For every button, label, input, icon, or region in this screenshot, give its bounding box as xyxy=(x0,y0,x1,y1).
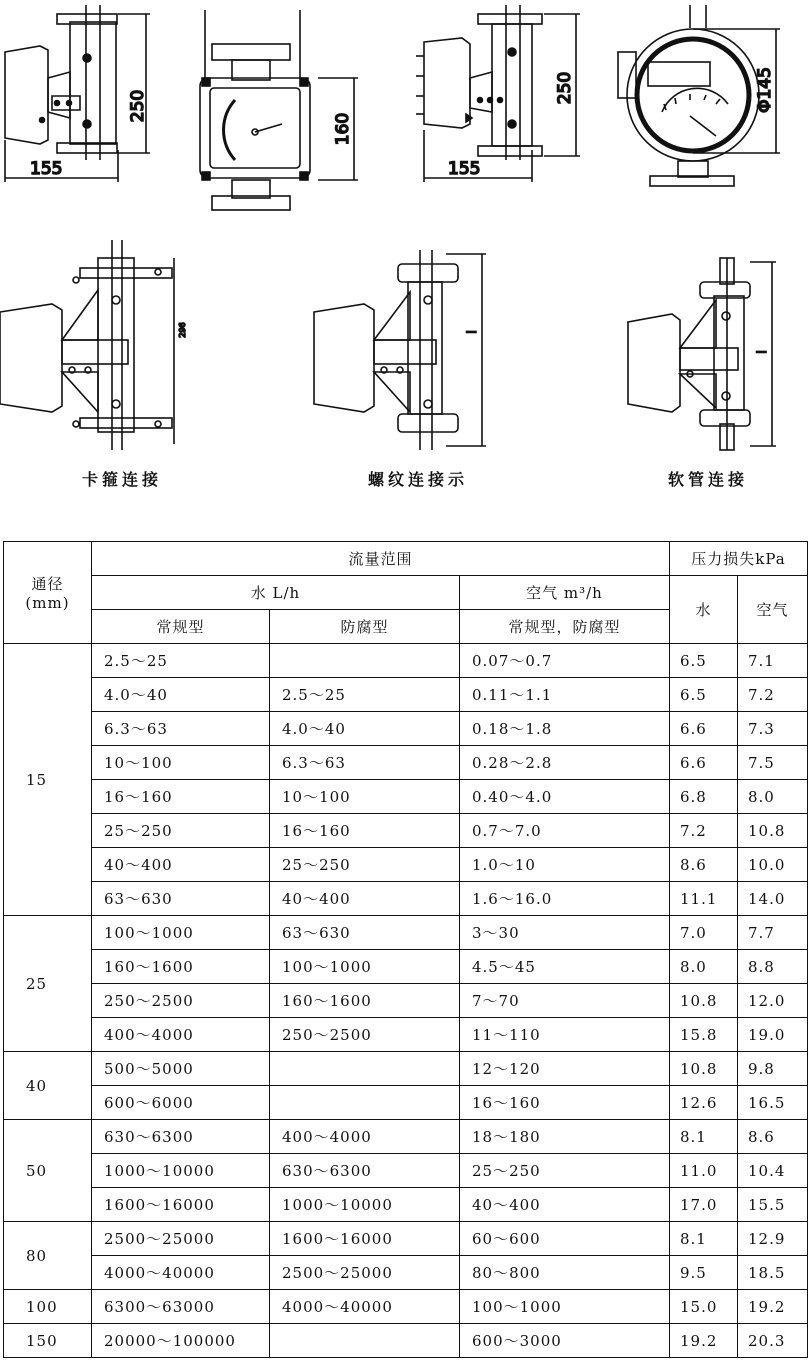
cell-loss-water: 12.6 xyxy=(670,1086,738,1120)
table-row xyxy=(4,1018,808,1052)
cell-diameter: 40 xyxy=(4,1052,92,1120)
cell-loss-air: 7.3 xyxy=(738,712,808,746)
table-row xyxy=(4,984,808,1018)
header-anticorrosion: 防腐型 xyxy=(270,610,460,644)
flow-spec-table-body xyxy=(4,644,808,1358)
cell-water-regular: 4000～40000 xyxy=(92,1256,270,1290)
flow-spec-table xyxy=(3,541,808,1358)
cell-water-regular: 600～6000 xyxy=(92,1086,270,1120)
header-diameter xyxy=(4,542,92,644)
cell-water-regular: 40～400 xyxy=(92,848,270,882)
drawing-thread-connection xyxy=(314,250,486,450)
cell-loss-water: 8.1 xyxy=(670,1222,738,1256)
cell-air-range: 0.7～7.0 xyxy=(460,814,670,848)
header-flow-range: 流量范围 xyxy=(92,542,670,576)
cell-loss-air: 8.6 xyxy=(738,1120,808,1154)
table-row xyxy=(4,678,808,712)
cell-air-range: 100～1000 xyxy=(460,1290,670,1324)
table-row xyxy=(4,950,808,984)
cell-air-range: 25～250 xyxy=(460,1154,670,1188)
cell-air-range: 16～160 xyxy=(460,1086,670,1120)
cell-loss-air: 7.5 xyxy=(738,746,808,780)
cell-diameter: 50 xyxy=(4,1120,92,1222)
cell-loss-air: 15.5 xyxy=(738,1188,808,1222)
table-row xyxy=(4,1256,808,1290)
cell-air-range: 40～400 xyxy=(460,1188,670,1222)
cell-water-regular: 400～4000 xyxy=(92,1018,270,1052)
cell-loss-air: 7.1 xyxy=(738,644,808,678)
cell-air-range: 600～3000 xyxy=(460,1324,670,1358)
cell-loss-air: 16.5 xyxy=(738,1086,808,1120)
header-regular: 常规型 xyxy=(92,610,270,644)
table-row xyxy=(4,916,808,950)
cell-loss-air: 8.8 xyxy=(738,950,808,984)
cell-loss-water: 8.6 xyxy=(670,848,738,882)
cell-water-regular: 630～6300 xyxy=(92,1120,270,1154)
technical-drawings xyxy=(0,0,808,510)
cell-air-range: 0.40～4.0 xyxy=(460,780,670,814)
header-diameter-label: 通径 xyxy=(31,575,64,593)
cell-diameter: 25 xyxy=(4,916,92,1052)
table-row xyxy=(4,1086,808,1120)
dim-d5-height: 296 xyxy=(178,322,187,338)
cell-loss-air: 10.4 xyxy=(738,1154,808,1188)
table-row xyxy=(4,1290,808,1324)
cell-loss-air: 10.0 xyxy=(738,848,808,882)
cell-water-anticorrosion: 1600～16000 xyxy=(270,1222,460,1256)
cell-air-range: 0.07～0.7 xyxy=(460,644,670,678)
table-row xyxy=(4,1188,808,1222)
cell-air-range: 80～800 xyxy=(460,1256,670,1290)
cell-loss-air: 12.0 xyxy=(738,984,808,1018)
cell-air-range: 1.6～16.0 xyxy=(460,882,670,916)
cell-loss-water: 11.0 xyxy=(670,1154,738,1188)
table-row xyxy=(4,848,808,882)
header-pressure-loss: 压力损失kPa xyxy=(670,542,808,576)
table-row xyxy=(4,1154,808,1188)
table-row xyxy=(4,1052,808,1086)
cell-water-anticorrosion: 400～4000 xyxy=(270,1120,460,1154)
table-row xyxy=(4,1222,808,1256)
cell-loss-air: 8.0 xyxy=(738,780,808,814)
cell-water-regular: 100～1000 xyxy=(92,916,270,950)
cell-water-anticorrosion: 16～160 xyxy=(270,814,460,848)
cell-water-anticorrosion: 4.0～40 xyxy=(270,712,460,746)
cell-diameter: 80 xyxy=(4,1222,92,1290)
cell-air-range: 60～600 xyxy=(460,1222,670,1256)
cell-water-regular: 16～160 xyxy=(92,780,270,814)
cell-water-regular: 1000～10000 xyxy=(92,1154,270,1188)
cell-water-anticorrosion: 63～630 xyxy=(270,916,460,950)
cell-water-anticorrosion: 25～250 xyxy=(270,848,460,882)
cell-water-anticorrosion: 6.3～63 xyxy=(270,746,460,780)
cell-water-regular: 6300～63000 xyxy=(92,1290,270,1324)
cell-loss-water: 10.8 xyxy=(670,984,738,1018)
cell-loss-water: 19.2 xyxy=(670,1324,738,1358)
cell-air-range: 3～30 xyxy=(460,916,670,950)
table-row xyxy=(4,882,808,916)
table-row xyxy=(4,1324,808,1358)
table-row xyxy=(4,1120,808,1154)
cell-loss-water: 6.8 xyxy=(670,780,738,814)
dim-d3-height: 250 xyxy=(555,71,575,105)
dim-d6-height: l xyxy=(465,330,479,334)
cell-loss-water: 15.0 xyxy=(670,1290,738,1324)
cell-air-range: 11～110 xyxy=(460,1018,670,1052)
cell-water-anticorrosion: 630～6300 xyxy=(270,1154,460,1188)
cell-loss-water: 6.5 xyxy=(670,644,738,678)
cell-water-regular: 250～2500 xyxy=(92,984,270,1018)
header-regular-anticorrosion: 常规型，防腐型 xyxy=(460,610,670,644)
cell-loss-air: 12.9 xyxy=(738,1222,808,1256)
header-air: 空气 m³/h xyxy=(460,576,670,610)
cell-water-anticorrosion: 1000～10000 xyxy=(270,1188,460,1222)
cell-water-anticorrosion: 160～1600 xyxy=(270,984,460,1018)
cell-loss-air: 10.8 xyxy=(738,814,808,848)
dim-d1-width: 155 xyxy=(30,159,63,179)
cell-loss-air: 9.8 xyxy=(738,1052,808,1086)
header-loss-water: 水 xyxy=(670,576,738,644)
cell-water-regular: 2.5～25 xyxy=(92,644,270,678)
cell-loss-water: 7.0 xyxy=(670,916,738,950)
cell-water-regular: 500～5000 xyxy=(92,1052,270,1086)
cell-diameter: 100 xyxy=(4,1290,92,1324)
table-row xyxy=(4,644,808,678)
header-diameter-unit: (mm) xyxy=(25,594,70,612)
caption-thread-connection: 螺纹连接示 xyxy=(368,470,469,489)
cell-water-anticorrosion xyxy=(270,1052,460,1086)
cell-loss-air: 14.0 xyxy=(738,882,808,916)
cell-loss-water: 11.1 xyxy=(670,882,738,916)
cell-loss-water: 8.0 xyxy=(670,950,738,984)
cell-water-regular: 20000～100000 xyxy=(92,1324,270,1358)
caption-hose-connection: 软管连接 xyxy=(668,470,749,489)
cell-water-regular: 160～1600 xyxy=(92,950,270,984)
dim-d3-width: 155 xyxy=(448,159,481,179)
cell-water-regular: 25～250 xyxy=(92,814,270,848)
cell-air-range: 18～180 xyxy=(460,1120,670,1154)
cell-air-range: 1.0～10 xyxy=(460,848,670,882)
cell-air-range: 12～120 xyxy=(460,1052,670,1086)
cell-water-regular: 4.0～40 xyxy=(92,678,270,712)
cell-diameter: 150 xyxy=(4,1324,92,1358)
table-row xyxy=(4,780,808,814)
cell-air-range: 0.18～1.8 xyxy=(460,712,670,746)
cell-loss-water: 6.6 xyxy=(670,746,738,780)
cell-air-range: 0.11～1.1 xyxy=(460,678,670,712)
cell-loss-air: 7.7 xyxy=(738,916,808,950)
cell-water-regular: 10～100 xyxy=(92,746,270,780)
drawing-hose-connection xyxy=(628,258,776,450)
cell-loss-water: 10.8 xyxy=(670,1052,738,1086)
table-row xyxy=(4,712,808,746)
cell-loss-air: 20.3 xyxy=(738,1324,808,1358)
table-row xyxy=(4,814,808,848)
cell-water-regular: 1600～16000 xyxy=(92,1188,270,1222)
cell-loss-air: 7.2 xyxy=(738,678,808,712)
cell-diameter: 15 xyxy=(4,644,92,916)
cell-water-anticorrosion: 2500～25000 xyxy=(270,1256,460,1290)
cell-loss-air: 19.2 xyxy=(738,1290,808,1324)
cell-loss-water: 17.0 xyxy=(670,1188,738,1222)
cell-water-anticorrosion: 100～1000 xyxy=(270,950,460,984)
cell-loss-water: 8.1 xyxy=(670,1120,738,1154)
cell-water-regular: 63～630 xyxy=(92,882,270,916)
dim-d2-height: 160 xyxy=(333,112,353,146)
dim-d7-height: l xyxy=(755,350,769,354)
cell-air-range: 7～70 xyxy=(460,984,670,1018)
cell-water-anticorrosion xyxy=(270,644,460,678)
cell-loss-air: 19.0 xyxy=(738,1018,808,1052)
cell-air-range: 4.5～45 xyxy=(460,950,670,984)
cell-water-anticorrosion: 2.5～25 xyxy=(270,678,460,712)
cell-loss-water: 9.5 xyxy=(670,1256,738,1290)
cell-water-regular: 2500～25000 xyxy=(92,1222,270,1256)
cell-water-anticorrosion: 250～2500 xyxy=(270,1018,460,1052)
cell-loss-water: 6.5 xyxy=(670,678,738,712)
cell-water-anticorrosion xyxy=(270,1324,460,1358)
drawing-front-view xyxy=(200,10,358,210)
cell-loss-air: 18.5 xyxy=(738,1256,808,1290)
drawing-clamp-connection xyxy=(0,240,174,450)
dim-d1-height: 250 xyxy=(128,89,148,123)
caption-clamp-connection: 卡箍连接 xyxy=(82,470,163,489)
header-water: 水 L/h xyxy=(92,576,460,610)
dim-d4-diameter: Φ145 xyxy=(755,67,775,113)
cell-water-anticorrosion: 40～400 xyxy=(270,882,460,916)
cell-water-anticorrosion: 10～100 xyxy=(270,780,460,814)
cell-loss-water: 6.6 xyxy=(670,712,738,746)
cell-water-anticorrosion: 4000～40000 xyxy=(270,1290,460,1324)
cell-water-regular: 6.3～63 xyxy=(92,712,270,746)
header-loss-air: 空气 xyxy=(738,576,808,644)
cell-air-range: 0.28～2.8 xyxy=(460,746,670,780)
cell-water-anticorrosion xyxy=(270,1086,460,1120)
cell-loss-water: 7.2 xyxy=(670,814,738,848)
table-row xyxy=(4,746,808,780)
cell-loss-water: 15.8 xyxy=(670,1018,738,1052)
